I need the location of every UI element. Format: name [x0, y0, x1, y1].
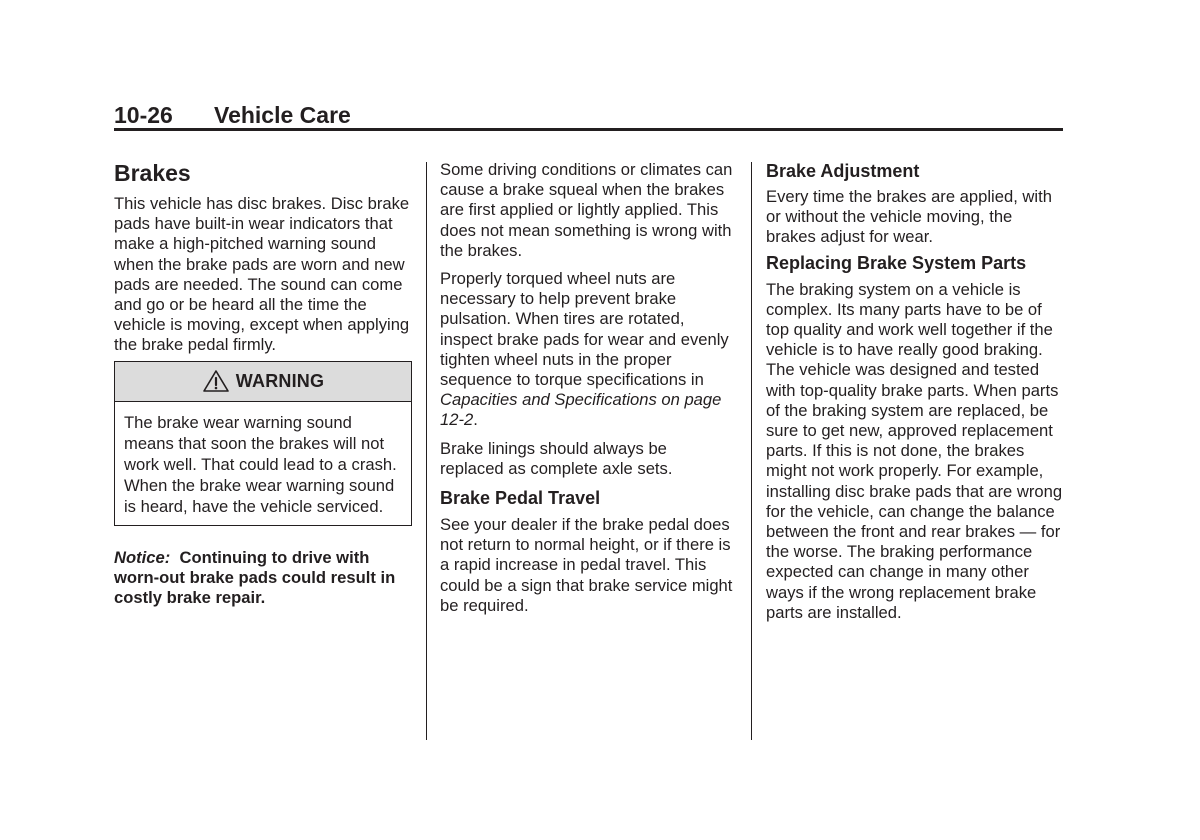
warning-text: The brake wear warning sound means that soon the brakes will not work well. That could lead to a crash. When the brake wear warning sound is heard, have the vehicle serviced.	[124, 412, 397, 516]
brakes-intro: This vehicle has disc brakes. Disc brake pads have built-in wear indicators that make a high-pitched warning sound when the brake pads are worn and new pads are needed. The sound can come and go or be heard all the time the vehicle is moving, except when applying the brake pedal firmly.	[114, 194, 410, 355]
brake-pedal-travel-heading: Brake Pedal Travel	[440, 488, 601, 509]
brake-adjustment-heading: Brake Adjustment	[766, 161, 920, 181]
wheel-nuts-text: Properly torqued wheel nuts are necessary to help prevent brake pulsation. When tires are rotated, inspect brake pads for wear and evenly tighten wheel nuts in the proper sequence to torque specifications in	[440, 269, 729, 390]
column-left	[114, 160, 412, 608]
wheel-nuts-paragraph	[440, 269, 735, 431]
notice-label: Notice:	[114, 547, 171, 567]
brakes-heading: Brakes	[114, 160, 191, 186]
wheel-nuts-end: .	[473, 410, 478, 430]
replacing-parts-text: The braking system on a vehicle is complex. Its many parts have to be of top quality and work well together if the vehicle is to have really good braking. The vehicle was designed and tested with top-quality brake parts. When parts of the braking system are replaced, be sure to get new, approved replacement parts. If this is not done, the brakes might not work properly. For example, installing disc brake pads that are wrong for the vehicle, can change the balance between the front and rear brakes — for the worse. The braking performance expected can change in many other ways if the wrong replacement brake parts are installed.	[766, 279, 1063, 622]
warning-triangle-icon	[202, 369, 230, 393]
column-right	[766, 160, 1066, 623]
replacing-parts-heading: Replacing Brake System Parts	[766, 252, 1027, 273]
brake-adjustment-text: Every time the brakes are applied, with or without the vehicle moving, the brakes adjust for wear.	[766, 187, 1052, 247]
column-middle	[440, 160, 735, 616]
header-rule	[114, 128, 1063, 131]
warning-label: WARNING	[235, 370, 325, 391]
squeal-paragraph: Some driving conditions or climates can cause a brake squeal when the brakes are first applied or lightly applied. This does not mean something is wrong with the brakes.	[440, 160, 733, 260]
notice-text: Continuing to drive with worn-out brake pads could result in costly brake repair.	[114, 547, 396, 608]
page-number: 10-26	[114, 102, 173, 128]
column-divider	[426, 162, 427, 740]
warning-box	[114, 361, 412, 526]
brake-pedal-travel-text: See your dealer if the brake pedal does not return to normal height, or if there is a rapid increase in pedal travel. This could be a sign that brake service might be required.	[440, 515, 733, 615]
warning-header	[115, 362, 411, 402]
specifications-link[interactable]: Capacities and Specifications on page 12-2	[440, 390, 722, 430]
section-title: Vehicle Care	[214, 102, 351, 128]
notice	[114, 548, 412, 609]
brake-linings-paragraph: Brake linings should always be replaced as complete axle sets.	[440, 438, 673, 478]
column-divider	[751, 162, 752, 740]
